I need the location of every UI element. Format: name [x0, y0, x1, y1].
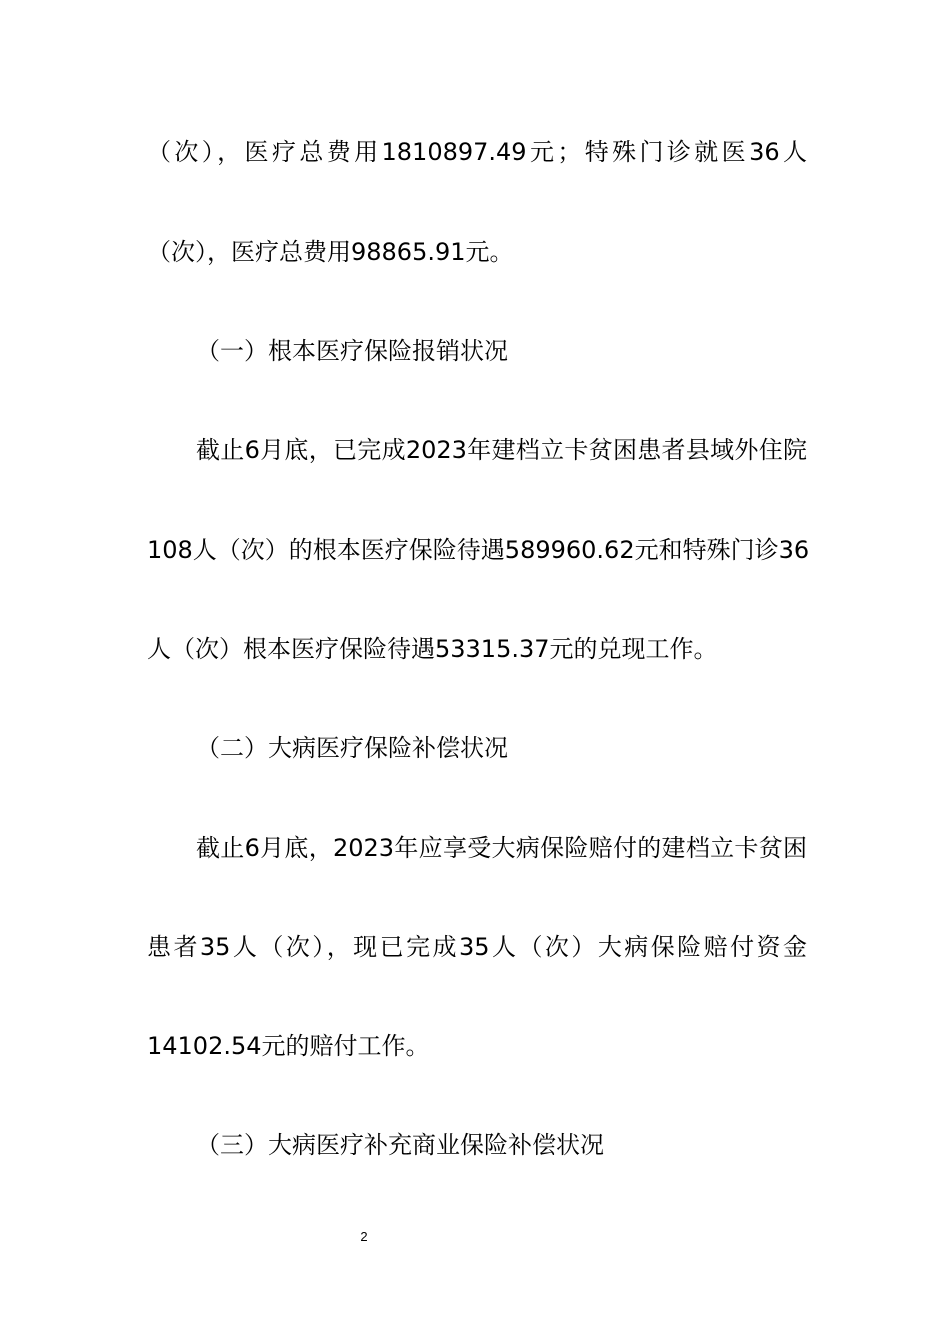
section-heading: （三）大病医疗补充商业保险补偿状况 [196, 1131, 604, 1159]
page-number: 2 [360, 1229, 368, 1244]
section-heading: （二）大病医疗保险补偿状况 [196, 734, 508, 762]
body-text-line: 人（次）根本医疗保险待遇53315.37元的兑现工作。 [147, 635, 718, 663]
body-text-line: 108人（次）的根本医疗保险待遇589960.62元和特殊门诊36 [147, 536, 810, 564]
body-text-line: （次），医疗总费用98865.91元。 [147, 238, 514, 266]
body-text-line: 14102.54元的赔付工作。 [147, 1032, 430, 1060]
body-text-line: （次），医疗总费用1810897.49元；特殊门诊就医36人 [147, 138, 807, 166]
body-text-line: 患者35人（次），现已完成35人（次）大病保险赔付资金 [147, 933, 807, 961]
section-heading: （一）根本医疗保险报销状况 [196, 337, 508, 365]
paragraph-first-line: 截止6月底，2023年应享受大病保险赔付的建档立卡贫困 [196, 834, 807, 862]
paragraph-first-line: 截止6月底，已完成2023年建档立卡贫困患者县域外住院 [196, 436, 807, 464]
